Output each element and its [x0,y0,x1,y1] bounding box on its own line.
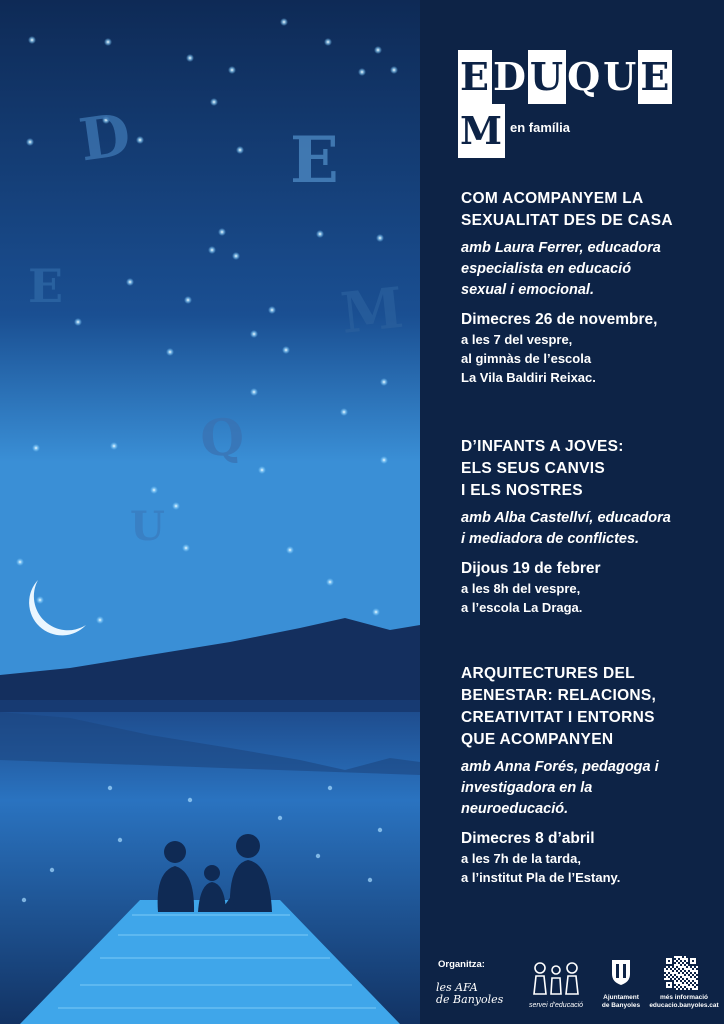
star [184,296,192,304]
star [374,46,382,54]
more-info-line: més informació [659,994,709,1001]
star [316,230,324,238]
star [182,544,190,552]
water-sparkle [22,898,26,902]
star [324,38,332,46]
ajuntament-line: de Banyoles [601,1002,641,1009]
star [208,246,216,254]
event-3-title-line: BENESTAR: RELACIONS, [461,687,657,704]
star [232,252,240,260]
event-3-time: a les 7h de la tarda, [461,851,581,866]
event-1-speaker-line: especialista en educació [461,261,632,277]
star [218,228,226,236]
star [236,146,244,154]
water-sparkle [278,816,282,820]
event-3-title-line: QUE ACOMPANYEN [461,731,614,748]
water-sparkle [118,838,122,842]
star [28,36,36,44]
info-panel [420,0,724,1024]
water-sparkle [316,854,320,858]
logo-letter-u: U [528,50,566,104]
star [126,278,134,286]
star [166,348,174,356]
water-sparkle [378,828,382,832]
floating-letter-u: U [130,503,165,550]
star [280,18,288,26]
event-3-title-line: ARQUITECTURES DEL [461,665,635,682]
star [150,486,158,494]
star [186,54,194,62]
event-2-date: Dijous 19 de febrer [461,560,601,577]
event-2-speaker-line: i mediadora de conflictes. [461,531,640,547]
star [372,608,380,616]
event-1-venue: La Vila Baldiri Reixac. [461,370,596,385]
logo-letter-e: E [458,50,492,104]
event-1-place: al gimnàs de l’escola [461,351,592,366]
event-3-title-line: CREATIVITAT I ENTORNS [461,709,655,726]
event-1-time: a les 7 del vespre, [461,332,573,347]
event-1-speaker-line: sexual i emocional. [461,282,594,298]
organizers-footer [420,950,724,1024]
star [36,596,44,604]
floating-letter-m: M [337,274,407,347]
qr-code-icon[interactable] [664,956,698,990]
star [326,578,334,586]
ajuntament-label [598,994,644,1010]
afa-logo-line: de Banyoles [436,993,504,1006]
logo-letter-e2: E [638,50,672,104]
night-sky [0,0,420,700]
star [380,456,388,464]
water-sparkle [108,786,112,790]
water-sparkle [328,786,332,790]
event-1-title [461,188,717,232]
more-info-url[interactable]: educacio.banyoles.cat [649,1002,719,1009]
afa-logo-line: les AFA [436,981,478,994]
star [228,66,236,74]
floating-letter-q: Q [198,406,247,469]
event-3-title [461,663,717,751]
event-2-time: a les 8h del vespre, [461,581,581,596]
star [358,68,366,76]
star [104,38,112,46]
star [380,378,388,386]
star [210,98,218,106]
star [32,444,40,452]
event-3-speaker-line: neuroeducació. [461,801,569,817]
star [26,138,34,146]
star [250,330,258,338]
event-3-speaker-line: investigadora en la [461,780,593,796]
star [110,442,118,450]
event-2-place: a l’escola La Draga. [461,600,583,615]
star [390,66,398,74]
organitza-label: Organitza: [438,959,485,970]
water-sparkle [368,878,372,882]
star [96,616,104,624]
star [376,234,384,242]
star [258,466,266,474]
event-3-speaker-line: amb Anna Forés, pedagoga i [461,759,659,775]
event-2 [461,436,717,617]
star [340,408,348,416]
event-1 [461,188,717,387]
event-1-date: Dimecres 26 de novembre, [461,311,658,328]
floating-letter-d: D [75,100,135,175]
star [136,136,144,144]
event-2-title-line: ELS SEUS CANVIS [461,460,606,477]
servei-label: servei d’educació [528,1002,584,1009]
event-1-title-line: COM ACOMPANYEM LA [461,190,644,207]
afa-banyoles-logo [436,982,503,1006]
star [286,546,294,554]
event-2-title-line: I ELS NOSTRES [461,482,583,499]
star [16,558,24,566]
star [282,346,290,354]
floating-letter-e: E [290,123,339,198]
logo-letter-u2: U [603,54,638,99]
event-3-speaker [461,757,717,820]
ajuntament-logo [598,958,644,1010]
qr-code-pattern [664,956,698,990]
event-3-place: a l’institut Pla de l’Estany. [461,870,621,885]
event-1-title-line: SEXUALITAT DES DE CASA [461,212,673,229]
water-sparkle [50,868,54,872]
event-1-speaker [461,238,717,301]
servei-figures-icon [526,960,586,1000]
water-sparkle [188,798,192,802]
event-2-title-line: D’INFANTS A JOVES: [461,438,624,455]
star [172,502,180,510]
ajuntament-line: Ajuntament [603,994,639,1001]
event-3-date: Dimecres 8 d’abril [461,830,595,847]
event-2-speaker-line: amb Alba Castellví, educadora [461,510,671,526]
logo-letter-d: D [492,50,528,104]
floating-letter-e-small: E [28,259,64,313]
more-info-label [648,994,720,1010]
star [74,318,82,326]
event-2-title [461,436,717,502]
logo-letter-q: Q [567,54,602,99]
star [250,388,258,396]
eduquem-logo [458,50,700,153]
shoreline [0,700,420,712]
event-1-speaker-line: amb Laura Ferrer, educadora [461,240,661,256]
event-3 [461,663,717,887]
servei-educacio-logo [526,960,586,1016]
logo-subtitle: en família [510,120,570,135]
event-2-speaker [461,508,717,550]
logo-letter-m: M [458,104,505,158]
town-shield-icon [610,958,632,986]
star [268,306,276,314]
